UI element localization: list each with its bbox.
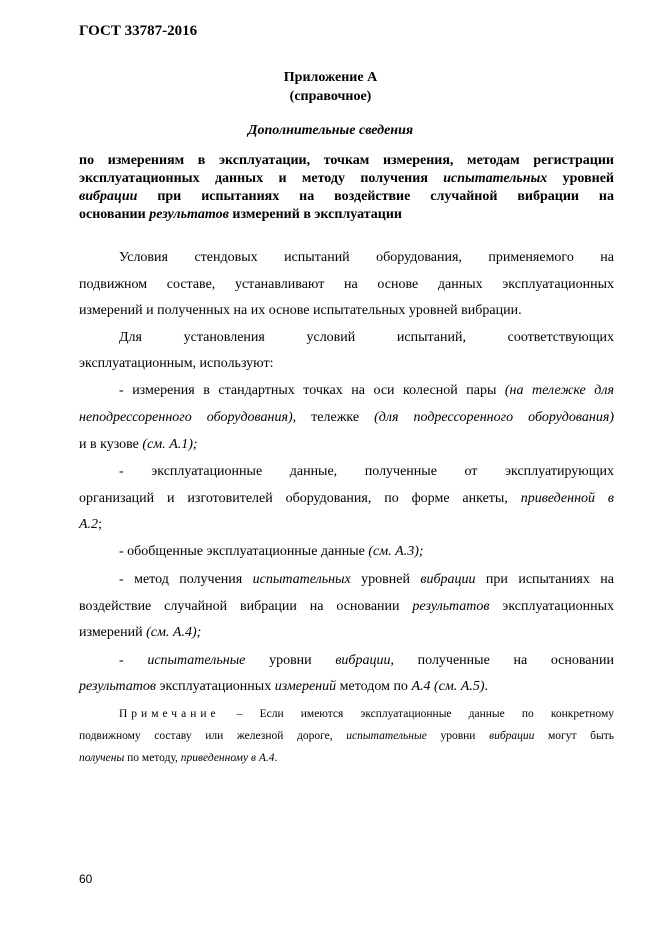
heading-line-3: вибрации при испытаниях на воздействие случайной вибрации на [79,189,614,204]
note-line-2: подвижному составу или железной дороге, испытательные уровни вибрации могут быть [79,730,614,742]
bullet-2-line-1: - эксплуатационные данные, полученные от эксплуатирующих [119,464,614,479]
heading-line-4: основании результатов измерений в эксплуатации [79,207,402,222]
paragraph-1-line-3: измерений и полученных на их основе испытательных уровней вибрации. [79,303,522,318]
bullet-1-line-1: - измерения в стандартных точках на оси колесной пары (на тележке для [119,383,614,398]
page-number: 60 [79,872,93,886]
paragraph-1-line-2: подвижном составе, устанавливают на основе данных эксплуатационных [79,277,614,292]
note-line-3: получены по методу, приведенному в А.4. [79,752,278,764]
appendix-title: Приложение А [283,70,378,85]
paragraph-2-line-1: Для установления условий испытаний, соответствующих [119,330,614,345]
bullet-4-line-1: - метод получения испытательных уровней вибрации при испытаниях на [119,572,614,587]
bullet-4-line-2: воздействие случайной вибрации на основании результатов эксплуатационных [79,599,615,614]
heading-line-2: эксплуатационных данных и методу получения испытательных уровней [79,171,614,186]
bullet-2-line-3: А.2; [79,517,102,532]
paragraph-2-line-2: эксплуатационным, используют: [79,356,274,371]
bullet-2-line-2: организаций и изготовителей оборудования, по форме анкеты, приведенной в [79,491,614,506]
bullet-5-line-2: результатов эксплуатационных измерений методом по А.4 (см. А.5). [79,679,489,694]
bullet-1-line-2: неподрессоренного оборудования), тележке (для подрессоренного оборудования) [79,410,614,425]
bullet-3-line-1: - обобщенные эксплуатационные данные (см. А.3); [119,544,424,559]
appendix-type: (справочное) [289,89,372,104]
note-label: Примечание [119,708,220,720]
note-line-1: Примечание – Если имеются эксплуатационные данные по конкретному [119,708,614,720]
bullet-5-line-1: - испытательные уровни вибрации, полученные на основании [119,653,614,668]
section-title: Дополнительные сведения [247,123,414,138]
bullet-1-line-3: и в кузове (см. А.1); [79,437,198,452]
paragraph-1-line-1: Условия стендовых испытаний оборудования, применяемого на [119,250,614,265]
document-header: ГОСТ 33787-2016 [79,23,198,39]
bullet-4-line-3: измерений (см. А.4); [79,625,202,640]
heading-line-1: по измерениям в эксплуатации, точкам измерения, методам регистрации [79,153,614,168]
